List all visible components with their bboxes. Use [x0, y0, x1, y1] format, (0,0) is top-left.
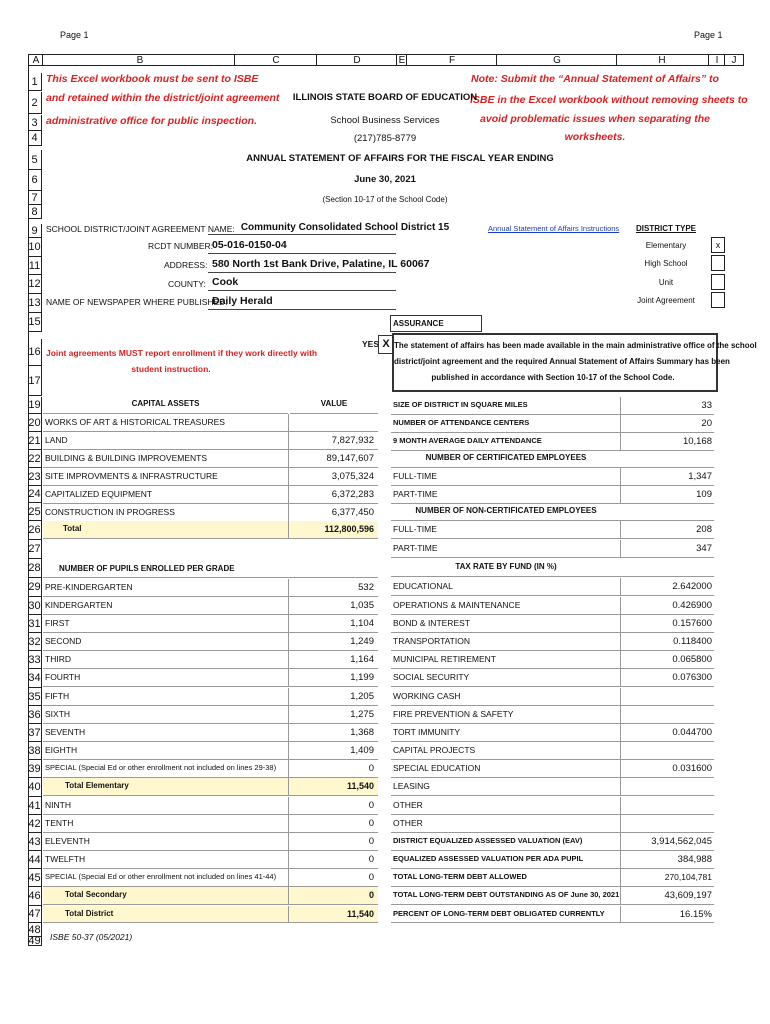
enrollment-header: NUMBER OF PUPILS ENROLLED PER GRADE [59, 564, 235, 573]
notice-right-3: avoid problematic issues when separating the [480, 113, 710, 125]
cert-parttime-label: PART-TIME [393, 489, 438, 499]
column-divider [288, 521, 289, 539]
column-divider [620, 669, 621, 687]
row-number[interactable]: 4 [28, 131, 42, 146]
district-name[interactable]: Community Consolidated School District 15 [240, 222, 450, 233]
row-number[interactable]: 30 [28, 597, 42, 615]
tax-fund-label: SPECIAL EDUCATION [393, 763, 481, 773]
instructions-link[interactable]: Annual Statement of Affairs Instructions [488, 224, 620, 233]
total-district-value[interactable]: 11,540 [346, 909, 374, 919]
col-F[interactable]: F [448, 55, 456, 66]
column-divider [620, 597, 621, 615]
valuation-label: EQUALIZED ASSESSED VALUATION PER ADA PUPIL [393, 854, 584, 863]
notice-left-3: administrative office for public inspection. [46, 115, 258, 127]
column-divider [288, 778, 289, 796]
cert-fulltime-value[interactable]: 1,347 [688, 471, 712, 482]
row-number[interactable]: 7 [28, 191, 42, 205]
tax-fund-label: MUNICIPAL RETIREMENT [393, 654, 496, 664]
grade-value[interactable]: 1,368 [350, 727, 374, 738]
form-id: ISBE 50-37 (05/2021) [50, 932, 133, 942]
row-number[interactable]: 31 [28, 615, 42, 633]
row-number[interactable]: 46 [28, 887, 42, 906]
column-divider [288, 760, 289, 778]
capital-total-label: Total [63, 524, 82, 533]
row-number[interactable]: 5 [28, 150, 42, 170]
grade-label: SPECIAL (Special Ed or other enrollment not included on lines 29-38) [45, 763, 277, 772]
tax-fund-label: LEASING [393, 781, 430, 791]
tax-rate-value[interactable]: 0.157600 [672, 618, 712, 629]
checkbox-joint[interactable] [711, 292, 725, 308]
column-divider [620, 397, 621, 415]
tax-rate-value[interactable]: 0.426900 [672, 600, 712, 611]
row-number[interactable]: 40 [28, 778, 42, 797]
tax-rate-value[interactable]: 2.642000 [672, 581, 712, 592]
column-divider [620, 521, 621, 539]
column-divider [620, 778, 621, 796]
stat-value[interactable]: 33 [701, 400, 712, 411]
tax-fund-label: TRANSPORTATION [393, 636, 470, 646]
cert-fulltime-label: FULL-TIME [393, 471, 437, 481]
tax-fund-label: OPERATIONS & MAINTENANCE [393, 600, 521, 610]
checkbox-elementary[interactable]: x [711, 237, 725, 253]
assurance-yes-checkbox[interactable]: X [378, 335, 394, 354]
assurance-text-1: The statement of affairs has been made available in the main administrative office of the school [394, 341, 757, 350]
row-number[interactable]: 47 [28, 906, 42, 923]
row-number[interactable]: 48 [28, 924, 41, 936]
grade-label: NINTH [45, 800, 71, 810]
column-divider [620, 833, 621, 851]
page-label-right: Page 1 [694, 30, 723, 40]
capital-asset-value[interactable]: 7,827,932 [331, 435, 374, 446]
district-type-unit: Unit [658, 278, 674, 287]
col-E[interactable]: E [398, 55, 406, 66]
total-elementary-label: Total Elementary [65, 781, 129, 790]
col-A[interactable]: A [32, 55, 40, 66]
column-divider [620, 615, 621, 633]
valuation-label: TOTAL LONG-TERM DEBT OUTSTANDING AS OF June 30, 2021 [393, 890, 619, 899]
col-H[interactable]: H [658, 55, 666, 66]
stat-label: SIZE OF DISTRICT IN SQUARE MILES [393, 400, 528, 409]
column-divider [620, 688, 621, 706]
grade-value[interactable]: 1,104 [350, 618, 374, 629]
row-number[interactable]: 42 [28, 815, 42, 833]
row-number[interactable]: 9 [28, 224, 42, 238]
assurance-text-3: published in accordance with Section 10-17 of the School Code. [431, 373, 675, 382]
grade-value[interactable]: 1,249 [350, 636, 374, 647]
tax-rate-value[interactable]: 0.076300 [672, 672, 712, 683]
notice-left-1: This Excel workbook must be sent to ISBE [46, 73, 259, 85]
column-divider [288, 579, 289, 597]
assurance-title: ASSURANCE [390, 315, 482, 332]
grade-value[interactable]: 0 [368, 800, 374, 811]
stat-value[interactable]: 20 [701, 418, 712, 429]
stat-value[interactable]: 10,168 [682, 436, 712, 447]
tax-rate-value[interactable]: 0.118400 [673, 636, 712, 647]
district-type-high-school: High School [644, 259, 688, 268]
page-label-left: Page 1 [60, 30, 89, 40]
grade-value[interactable]: 1,164 [350, 654, 374, 665]
row-number[interactable]: 19 [28, 397, 42, 414]
column-divider [288, 724, 289, 742]
grade-value[interactable]: 1,275 [350, 709, 374, 720]
capital-asset-label: CONSTRUCTION IN PROGRESS [45, 507, 175, 517]
row-number[interactable]: 17 [28, 366, 42, 396]
row-number[interactable]: 44 [28, 851, 42, 869]
row-number[interactable]: 16 [28, 339, 42, 366]
column-divider [620, 706, 621, 724]
grade-label: SIXTH [45, 709, 71, 719]
col-G[interactable]: G [553, 55, 561, 66]
phone-number: (217)785-8779 [353, 133, 417, 144]
divider [43, 577, 378, 578]
grade-label: TWELFTH [45, 854, 86, 864]
row-number[interactable]: 23 [28, 468, 42, 486]
row-number[interactable]: 32 [28, 633, 42, 651]
column-divider [620, 486, 621, 504]
row-number[interactable]: 34 [28, 669, 42, 688]
column-divider [288, 432, 289, 450]
column-divider [288, 486, 289, 504]
joint-note-1: Joint agreements MUST report enrollment if they work directly with [46, 348, 318, 358]
row-number[interactable]: 29 [28, 578, 42, 597]
divider [391, 576, 714, 577]
grade-label: SECOND [45, 636, 82, 646]
col-I[interactable]: I [715, 55, 719, 66]
tax-rate-value[interactable]: 0.065800 [672, 654, 712, 665]
row-number[interactable]: 49 [28, 935, 41, 947]
column-divider [288, 887, 289, 905]
checkbox-high-school[interactable] [711, 255, 725, 271]
row-number[interactable]: 21 [28, 432, 42, 450]
rcdt-label: RCDT NUMBER: [148, 241, 214, 251]
total-secondary-value[interactable]: 0 [368, 890, 374, 900]
capital-assets-header: CAPITAL ASSETS [43, 397, 288, 414]
capital-asset-value[interactable]: 6,372,283 [331, 489, 374, 500]
capital-asset-label: CAPITALIZED EQUIPMENT [45, 489, 153, 499]
valuation-value[interactable]: 384,988 [677, 854, 712, 865]
column-divider [288, 504, 289, 522]
grade-label: PRE-KINDERGARTEN [45, 582, 133, 592]
column-divider [620, 815, 621, 833]
district-name-label: SCHOOL DISTRICT/JOINT AGREEMENT NAME: [46, 224, 235, 234]
grade-value[interactable]: 1,035 [350, 600, 374, 611]
statement-title: ANNUAL STATEMENT OF AFFAIRS FOR THE FISCAL YEAR ENDING [246, 153, 554, 164]
col-D[interactable]: D [353, 55, 361, 66]
column-divider [288, 906, 289, 923]
column-divider [288, 833, 289, 851]
col-C[interactable]: C [272, 55, 280, 66]
grade-value[interactable]: 1,205 [350, 691, 374, 702]
grade-label: EIGHTH [45, 745, 78, 755]
tax-rate-header: TAX RATE BY FUND (IN %) [455, 562, 557, 571]
column-divider [620, 797, 621, 815]
district-type-title: DISTRICT TYPE [635, 224, 696, 233]
grade-value[interactable]: 0 [368, 872, 374, 883]
newspaper-value[interactable]: Daily Herald [212, 295, 273, 307]
district-type-elementary: Elementary [645, 241, 687, 250]
row-number[interactable]: 43 [28, 833, 42, 851]
column-divider [288, 797, 289, 815]
joint-note-2: student instruction. [131, 364, 211, 374]
column-divider [620, 906, 621, 923]
rcdt-number[interactable]: 05-016-0150-04 [212, 239, 287, 251]
column-divider [288, 450, 289, 468]
stat-label: 9 MONTH AVERAGE DAILY ATTENDANCE [393, 436, 542, 445]
row-number[interactable]: 13 [28, 294, 42, 313]
grade-label: FIRST [45, 618, 70, 628]
column-divider [288, 815, 289, 833]
valuation-label: TOTAL LONG-TERM DEBT ALLOWED [393, 872, 527, 881]
grade-label: THIRD [45, 654, 71, 664]
newspaper-label: NAME OF NEWSPAPER WHERE PUBLISHED: [46, 297, 228, 307]
column-divider [620, 887, 621, 905]
column-divider [620, 651, 621, 669]
grade-label: FOURTH [45, 672, 81, 682]
assurance-text-2: district/joint agreement and the required Annual Statement of Affairs Summary has been [394, 357, 730, 366]
capital-asset-label: LAND [45, 435, 68, 445]
assurance-yes-label: YES [362, 339, 380, 349]
column-divider [620, 578, 621, 596]
grade-label: FIFTH [45, 691, 70, 701]
grade-value[interactable]: 1,409 [350, 745, 374, 756]
valuation-label: DISTRICT EQUALIZED ASSESSED VALUATION (EAV) [393, 836, 583, 845]
valuation-value[interactable]: 43,609,197 [664, 890, 712, 901]
row-number[interactable]: 26 [28, 521, 42, 540]
tax-fund-label: OTHER [393, 818, 423, 828]
capital-asset-value[interactable]: 89,147,607 [326, 453, 374, 464]
total-secondary-label: Total Secondary [65, 890, 127, 899]
column-divider [620, 760, 621, 778]
tax-fund-label: EDUCATIONAL [393, 581, 453, 591]
column-divider [620, 742, 621, 760]
county-value[interactable]: Cook [212, 276, 239, 288]
column-divider [288, 597, 289, 615]
tax-rate-value[interactable]: 0.031600 [672, 763, 712, 774]
capital-asset-value[interactable]: 3,075,324 [331, 471, 374, 482]
certificated-header: NUMBER OF CERTIFICATED EMPLOYEES [425, 453, 587, 462]
grade-label: SPECIAL (Special Ed or other enrollment not included on lines 41-44) [45, 872, 277, 881]
row-number[interactable]: 2 [28, 92, 42, 114]
grade-value[interactable]: 0 [368, 763, 374, 774]
column-divider [620, 869, 621, 887]
column-divider [288, 414, 289, 432]
row-number[interactable]: 39 [28, 760, 42, 778]
row-number[interactable]: 12 [28, 275, 42, 294]
column-divider [288, 706, 289, 724]
column-divider [620, 633, 621, 651]
tax-rate-value[interactable]: 0.044700 [672, 727, 712, 738]
row-number[interactable]: 22 [28, 450, 42, 468]
division-name: School Business Services [330, 115, 440, 126]
fiscal-date: June 30, 2021 [354, 174, 416, 185]
valuation-value[interactable]: 16.15% [679, 909, 712, 920]
col-B[interactable]: B [136, 55, 144, 66]
row-number[interactable]: 10 [28, 238, 42, 257]
grade-value[interactable]: 532 [358, 582, 374, 593]
grade-value[interactable]: 0 [368, 818, 374, 829]
county-label: COUNTY: [168, 279, 206, 289]
grade-label: TENTH [45, 818, 74, 828]
column-divider [620, 468, 621, 486]
tax-fund-label: BOND & INTEREST [393, 618, 470, 628]
valuation-label: PERCENT OF LONG-TERM DEBT OBLIGATED CURRENTLY [393, 909, 605, 918]
row-number[interactable]: 20 [28, 414, 42, 432]
checkbox-unit[interactable] [711, 274, 725, 290]
col-J[interactable]: J [731, 55, 737, 66]
row-number[interactable]: 35 [28, 688, 42, 706]
cert-parttime-value[interactable]: 109 [696, 489, 712, 500]
notice-right-4: worksheets. [564, 131, 626, 143]
column-divider [620, 415, 621, 433]
notice-right-2: ISBE in the Excel workbook without removing sheets to [470, 94, 748, 106]
column-divider [288, 688, 289, 706]
total-elementary-value[interactable]: 11,540 [346, 781, 374, 791]
column-divider [288, 468, 289, 486]
column-divider [288, 633, 289, 651]
column-divider [620, 724, 621, 742]
agency-name: ILLINOIS STATE BOARD OF EDUCATION [292, 92, 478, 103]
district-type-joint: Joint Agreement [637, 296, 695, 305]
row-number[interactable]: 33 [28, 651, 42, 669]
tax-fund-label: SOCIAL SECURITY [393, 672, 470, 682]
total-district-label: Total District [65, 909, 114, 918]
column-divider [288, 869, 289, 887]
valuation-value[interactable]: 3,914,562,045 [651, 836, 712, 847]
notice-right-1: Note: Submit the “Annual Statement of Affairs” to [471, 73, 719, 85]
column-divider [620, 540, 621, 558]
grade-value[interactable]: 1,199 [350, 672, 374, 683]
noncert-parttime-label: PART-TIME [393, 543, 438, 553]
grade-value[interactable]: 0 [368, 854, 374, 865]
column-divider [288, 651, 289, 669]
row-number[interactable]: 1 [28, 73, 42, 91]
row-number[interactable]: 38 [28, 742, 42, 760]
capital-asset-label: SITE IMPROVMENTS & INFRASTRUCTURE [45, 471, 218, 481]
stat-label: NUMBER OF ATTENDANCE CENTERS [393, 418, 530, 427]
column-divider [288, 669, 289, 687]
grade-label: KINDERGARTEN [45, 600, 113, 610]
noncert-fulltime-label: FULL-TIME [393, 524, 437, 534]
column-divider [620, 851, 621, 869]
valuation-value[interactable]: 270,104,781 [664, 872, 712, 882]
row-number[interactable]: 11 [28, 257, 42, 275]
address-label: ADDRESS: [164, 260, 208, 270]
row-number[interactable]: 15 [28, 313, 42, 332]
tax-fund-label: FIRE PREVENTION & SAFETY [393, 709, 514, 719]
column-divider [620, 433, 621, 451]
row-number[interactable]: 24 [28, 486, 42, 503]
notice-left-2: and retained within the district/joint agreement [46, 92, 280, 104]
row-number[interactable]: 8 [28, 205, 42, 219]
noncert-parttime-value[interactable]: 347 [696, 543, 712, 554]
grade-value[interactable]: 0 [368, 836, 374, 847]
grade-label: SEVENTH [45, 727, 86, 737]
noncert-fulltime-value[interactable]: 208 [696, 524, 712, 535]
capital-asset-label: BUILDING & BUILDING IMPROVEMENTS [45, 453, 207, 463]
row-number[interactable]: 25 [28, 503, 42, 521]
column-divider [288, 851, 289, 869]
code-section: (Section 10-17 of the School Code) [322, 195, 448, 204]
tax-fund-label: TORT IMMUNITY [393, 727, 461, 737]
tax-fund-label: CAPITAL PROJECTS [393, 745, 476, 755]
column-header-bar [28, 54, 744, 66]
value-header: VALUE [290, 397, 378, 414]
capital-asset-value[interactable]: 6,377,450 [331, 507, 374, 518]
row-number[interactable]: 28 [28, 559, 42, 578]
capital-asset-label: WORKS OF ART & HISTORICAL TREASURES [45, 417, 225, 427]
row-number[interactable]: 37 [28, 724, 42, 742]
row-number[interactable]: 27 [28, 540, 42, 559]
row-number[interactable]: 3 [28, 115, 42, 131]
row-number[interactable]: 6 [28, 170, 42, 191]
row-number[interactable]: 41 [28, 797, 42, 815]
row-number[interactable]: 36 [28, 706, 42, 724]
column-divider [288, 615, 289, 633]
address-value[interactable]: 580 North 1st Bank Drive, Palatine, IL 60067 [212, 258, 430, 270]
tax-fund-label: WORKING CASH [393, 691, 461, 701]
capital-total-value[interactable]: 112,800,596 [324, 524, 374, 534]
noncertificated-header: NUMBER OF NON-CERTIFICATED EMPLOYEES [415, 506, 597, 515]
grade-label: ELEVENTH [45, 836, 90, 846]
tax-fund-label: OTHER [393, 800, 423, 810]
row-number[interactable]: 45 [28, 869, 42, 887]
column-divider [288, 742, 289, 760]
